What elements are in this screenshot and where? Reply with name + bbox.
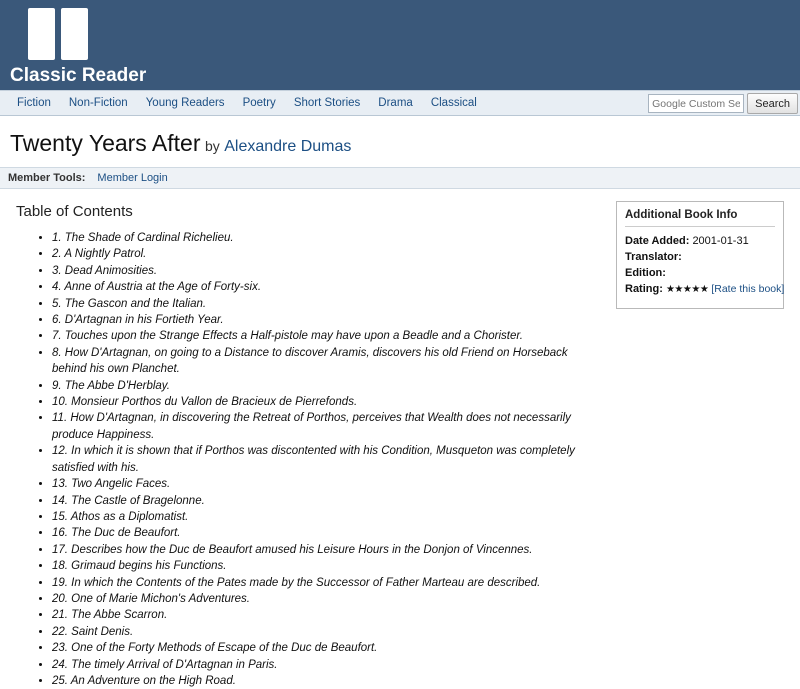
page-title — [0, 116, 800, 167]
chapter-link[interactable]: 15. Athos as a Diplomatist. — [52, 510, 189, 523]
toc-column — [0, 203, 600, 689]
list-item[interactable] — [52, 394, 600, 410]
site-logo-text: Classic Reader — [10, 65, 147, 86]
list-item[interactable] — [52, 607, 600, 623]
member-login-link[interactable]: Member Login — [97, 172, 168, 184]
list-item[interactable] — [52, 657, 600, 673]
chapter-link[interactable]: 13. Two Angelic Faces. — [52, 478, 171, 491]
list-item[interactable] — [52, 476, 600, 492]
chapter-link[interactable]: 4. Anne of Austria at the Age of Forty-six. — [52, 281, 262, 294]
chapter-link[interactable]: 23. One of the Forty Methods of Escape of the Duc de Beaufort. — [52, 642, 378, 655]
list-item[interactable] — [52, 410, 600, 443]
by-word: by — [204, 138, 220, 154]
list-item[interactable] — [52, 640, 600, 656]
nav-non-fiction[interactable]: Non-Fiction — [68, 97, 128, 109]
additional-book-info-panel — [616, 201, 784, 309]
list-item[interactable] — [52, 230, 600, 246]
nav-poetry[interactable]: Poetry — [242, 97, 276, 109]
info-key: Edition: — [625, 267, 666, 279]
sidebar-title: Additional Book Info — [625, 209, 775, 227]
rating-stars-icon: ★★★★★ — [665, 284, 709, 295]
list-item[interactable] — [52, 575, 600, 591]
info-key: Date Added: — [625, 235, 690, 247]
list-item[interactable] — [52, 279, 600, 295]
list-item[interactable] — [52, 263, 600, 279]
chapter-link[interactable]: 7. Touches upon the Strange Effects a Half-pistole may have upon a Beadle and a Chorister. — [52, 330, 523, 343]
chapter-link[interactable]: 5. The Gascon and the Italian. — [52, 297, 207, 310]
author-link[interactable]: Alexandre Dumas — [224, 138, 352, 155]
info-row-date-added — [625, 233, 775, 249]
list-item[interactable] — [52, 673, 600, 689]
list-item[interactable] — [52, 525, 600, 541]
chapter-link[interactable]: 14. The Castle of Bragelonne. — [52, 494, 205, 507]
nav-classical[interactable]: Classical — [430, 97, 477, 109]
nav-fiction[interactable]: Fiction — [17, 97, 51, 109]
chapter-link[interactable]: 9. The Abbe D'Herblay. — [52, 379, 170, 392]
search-input[interactable] — [648, 94, 744, 113]
member-tools-bar — [0, 167, 800, 189]
chapter-link[interactable]: 11. How D'Artagnan, in discovering the Retreat of Porthos, perceives that Wealth does not necessarily produce Happiness. — [52, 412, 571, 441]
nav-young-readers[interactable]: Young Readers — [145, 97, 225, 109]
site-banner — [0, 0, 800, 90]
main-navigation — [0, 90, 800, 116]
chapter-link[interactable]: 10. Monsieur Porthos du Vallon de Bracieux de Pierrefonds. — [52, 396, 358, 409]
list-item[interactable] — [52, 558, 600, 574]
search-button[interactable]: Search — [747, 93, 798, 114]
chapter-link[interactable]: 25. An Adventure on the High Road. — [52, 674, 236, 687]
chapter-link[interactable]: 12. In which it is shown that if Porthos was discontented with his Condition, Musqueton was completely satisfied with his. — [52, 445, 575, 474]
list-item[interactable] — [52, 296, 600, 312]
chapter-link[interactable]: 6. D'Artagnan in his Fortieth Year. — [52, 314, 224, 327]
list-item[interactable] — [52, 345, 600, 378]
list-item[interactable] — [52, 378, 600, 394]
site-logo[interactable] — [10, 8, 146, 87]
nav-items — [0, 91, 486, 115]
list-item[interactable] — [52, 493, 600, 509]
chapter-link[interactable]: 16. The Duc de Beaufort. — [52, 527, 181, 540]
rate-this-book-link[interactable]: [Rate this book] — [711, 283, 785, 295]
list-item[interactable] — [52, 246, 600, 262]
nav-short-stories[interactable]: Short Stories — [293, 97, 361, 109]
chapter-link[interactable]: 24. The timely Arrival of D'Artagnan in Paris. — [52, 658, 278, 671]
info-value: 2001-01-31 — [692, 235, 749, 247]
list-item[interactable] — [52, 443, 600, 476]
chapter-link[interactable]: 22. Saint Denis. — [52, 625, 134, 638]
content-area — [0, 189, 800, 689]
chapter-link[interactable]: 20. One of Marie Michon's Adventures. — [52, 592, 251, 605]
chapter-link[interactable]: 19. In which the Contents of the Pates made by the Successor of Father Marteau are described. — [52, 576, 541, 589]
chapter-link[interactable]: 21. The Abbe Scarron. — [52, 609, 168, 622]
open-book-icon — [28, 8, 88, 60]
chapter-link[interactable]: 17. Describes how the Duc de Beaufort amused his Leisure Hours in the Donjon of Vincennes. — [52, 543, 533, 556]
list-item[interactable] — [52, 312, 600, 328]
info-row-rating — [625, 281, 785, 298]
chapter-link[interactable]: 18. Grimaud begins his Functions. — [52, 560, 227, 573]
info-row-translator — [625, 249, 775, 265]
search-area — [648, 93, 798, 114]
list-item[interactable] — [52, 509, 600, 525]
book-title: Twenty Years After — [10, 130, 201, 156]
list-item[interactable] — [52, 591, 600, 607]
nav-drama[interactable]: Drama — [378, 97, 413, 109]
chapter-link[interactable]: 2. A Nightly Patrol. — [52, 248, 147, 261]
info-key: Rating: — [625, 283, 663, 295]
chapter-link[interactable]: 1. The Shade of Cardinal Richelieu. — [52, 232, 234, 244]
info-key: Translator: — [625, 251, 682, 263]
chapter-link[interactable]: 8. How D'Artagnan, on going to a Distance to discover Aramis, discovers his old Friend on Horseback behind his own Planchet. — [52, 346, 568, 376]
list-item[interactable] — [52, 328, 600, 344]
toc-list — [16, 230, 600, 689]
member-tools-label: Member Tools: — [8, 172, 86, 184]
list-item[interactable] — [52, 624, 600, 640]
toc-heading: Table of Contents — [16, 203, 133, 220]
list-item[interactable] — [52, 542, 600, 558]
chapter-link[interactable]: 3. Dead Animosities. — [52, 264, 158, 277]
info-row-edition — [625, 265, 775, 281]
